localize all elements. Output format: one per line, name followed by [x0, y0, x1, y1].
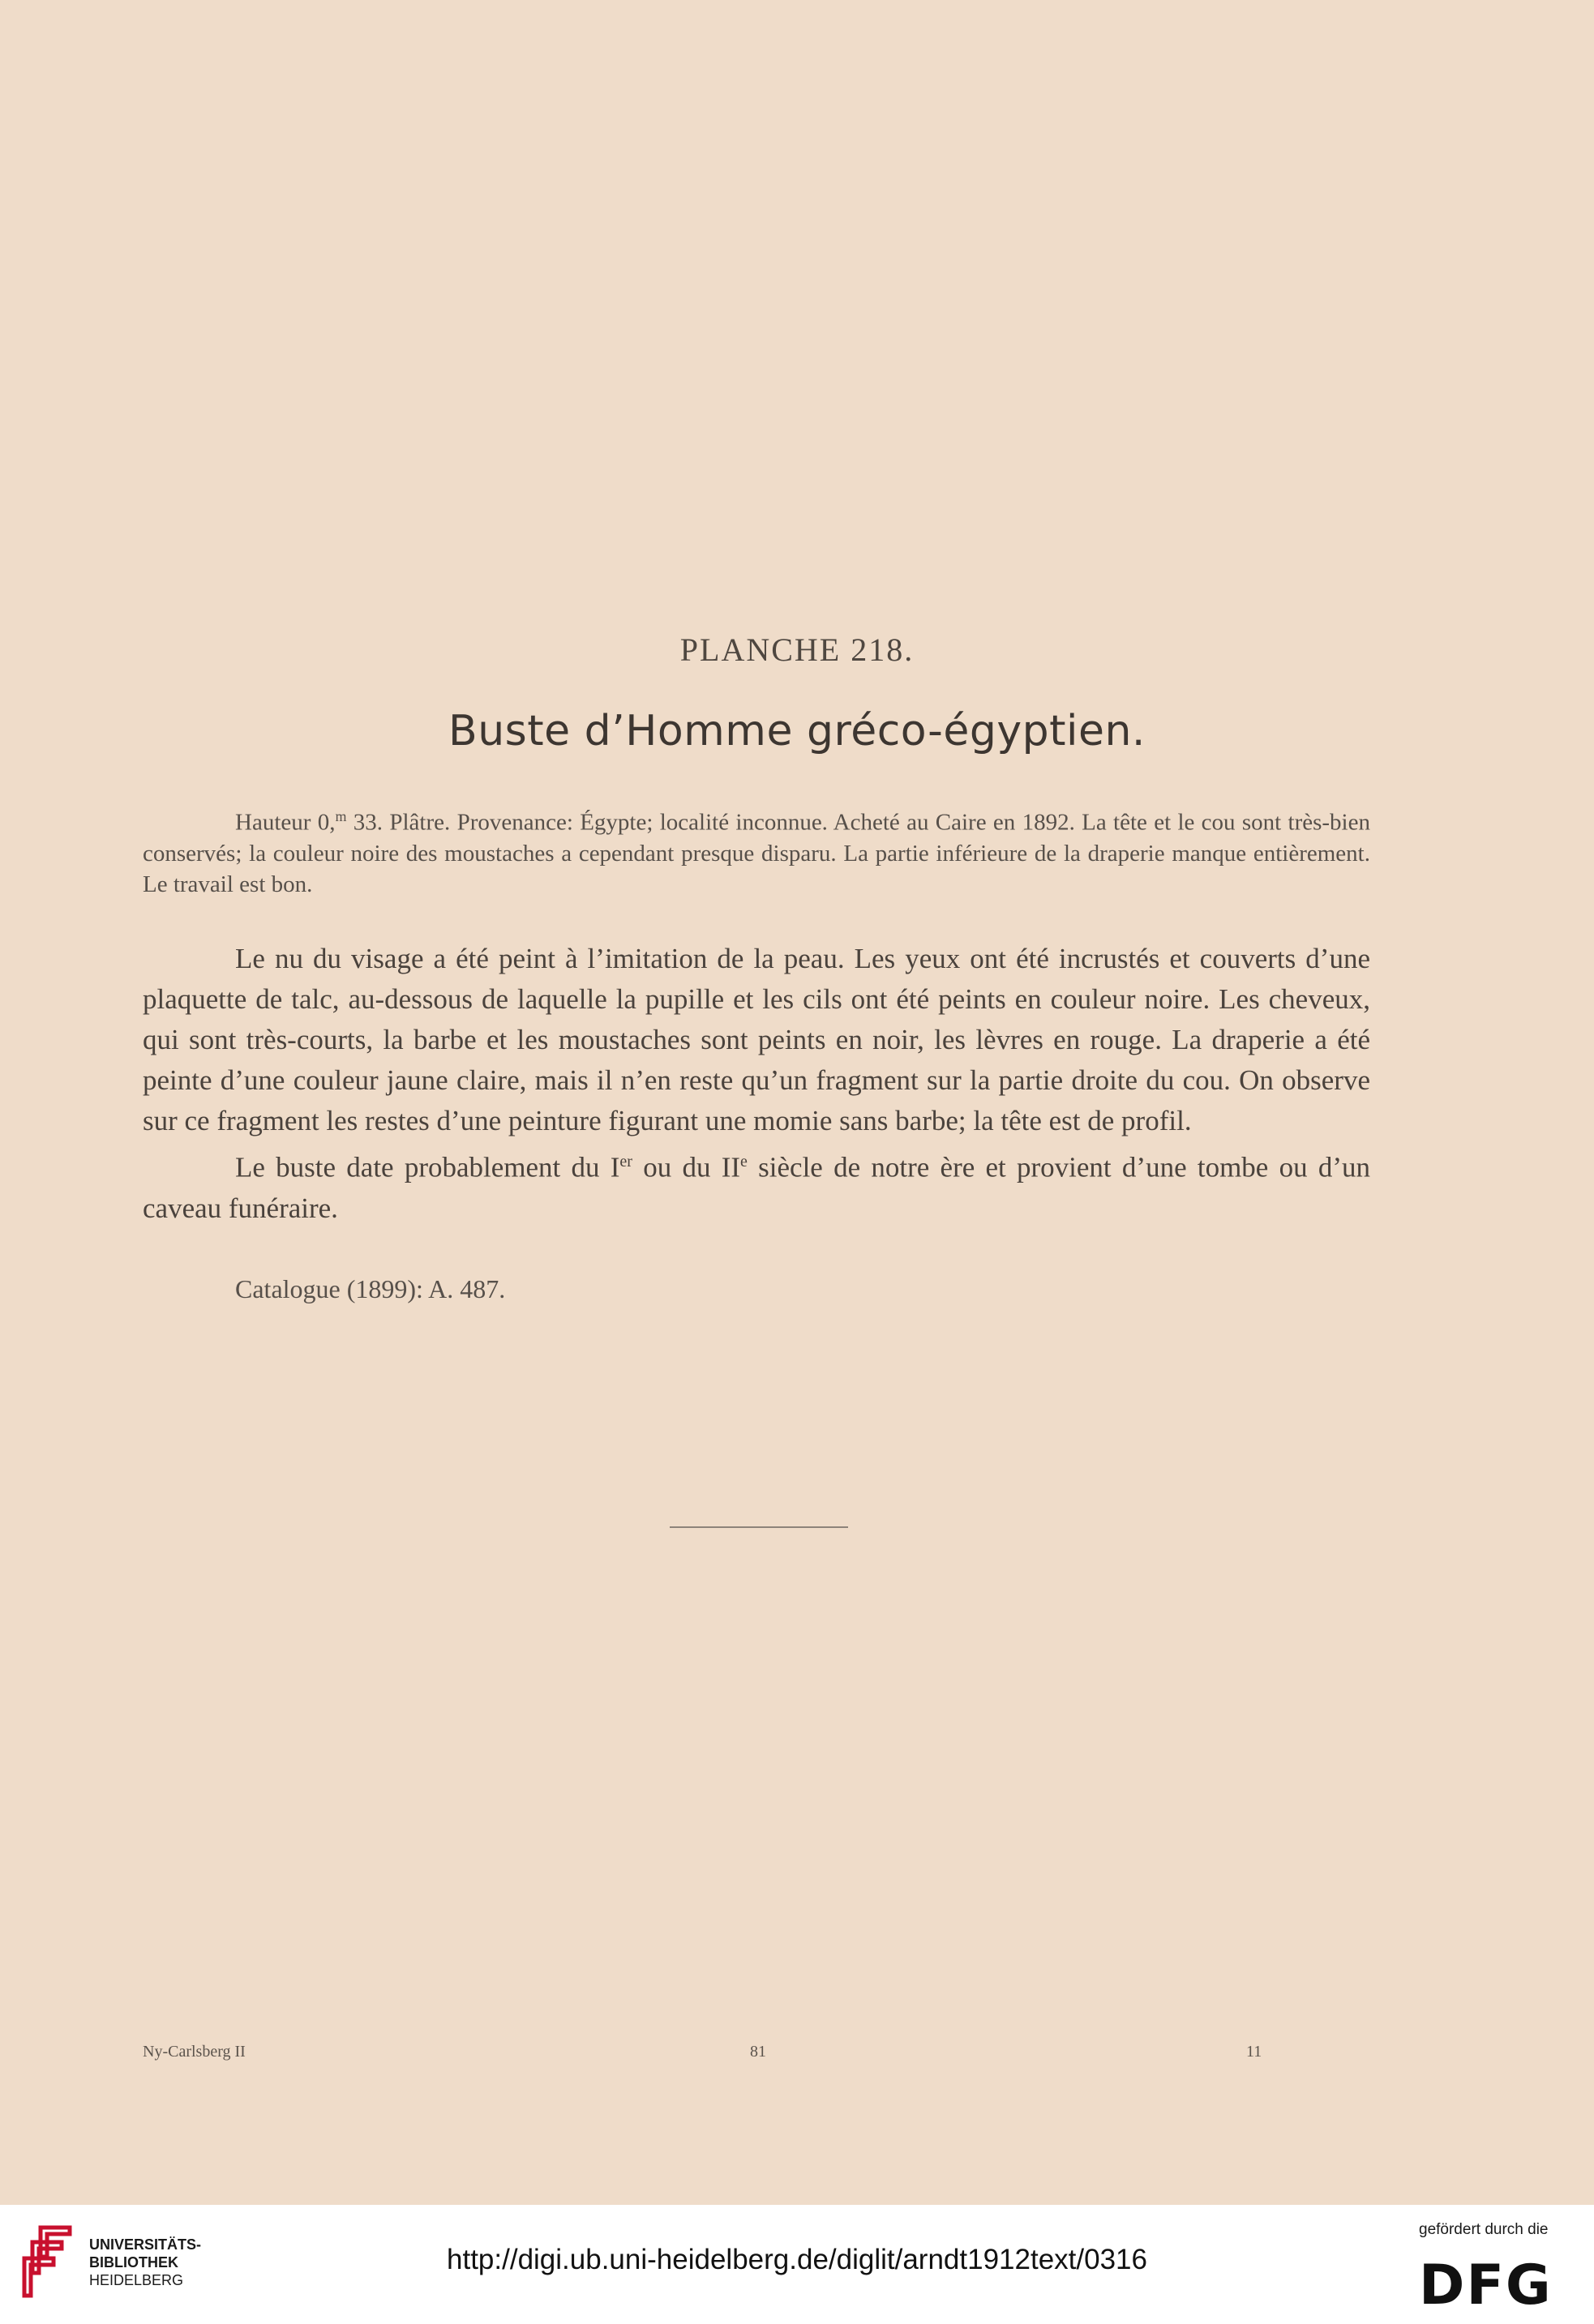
paragraph-2-part-a: Le buste date probablement du I: [235, 1151, 620, 1183]
footer-page-number: 81: [750, 2043, 766, 2061]
library-name-line-3: HEIDELBERG: [89, 2272, 184, 2288]
digitization-banner: [0, 2205, 1594, 2324]
height-unit: m: [335, 808, 347, 824]
footer-series: Ny-Carlsberg II: [143, 2043, 246, 2061]
permalink-url[interactable]: http://digi.ub.uni-heidelberg.de/diglit/arndt1912text/0316: [447, 2244, 1147, 2275]
catalogue-reference: Catalogue (1899): A. 487.: [235, 1274, 506, 1303]
description-height: Hauteur 0,: [235, 809, 336, 836]
commentary: [143, 939, 1370, 1229]
paragraph-2-part-b: ou du II: [632, 1151, 741, 1183]
plate-number: PLANCHE 218.: [679, 631, 915, 668]
footer-sheet-number: 11: [1246, 2043, 1262, 2061]
century-1-sup: er: [619, 1153, 632, 1171]
paragraph-2-part-c: siècle de notre ère et provient d’une tombe ou d’un caveau funéraire.: [143, 1151, 1370, 1224]
description-rest: 33. Plâtre. Provenance: Égypte; localité inconnue. Acheté au Caire en 1892. La tête et le cou sont très-bien conservés; la couleur noire des moustaches a cependant presque disparu. La partie inférieure de la draperie manque entièrement. Le travail est bon.: [143, 809, 1370, 897]
object-description: [143, 801, 1370, 900]
dfg-logo[interactable]: DFG: [1419, 2253, 1553, 2318]
section-divider: [670, 1526, 848, 1528]
century-2-sup: e: [740, 1153, 748, 1171]
description-paragraph: [143, 801, 1370, 900]
library-name-line-2: BIBLIOTHEK: [89, 2254, 178, 2271]
paragraph-2: [143, 1141, 1370, 1229]
library-name-line-1: UNIVERSITÄTS-: [89, 2236, 202, 2253]
paragraph-1: Le nu du visage a été peint à l’imitation de la peau. Les yeux ont été incrustés et couverts d’une plaquette de talc, au-dessous de laquelle la pupille et les cils ont été peints en couleur noire. Les cheveux, qui sont très-courts, la barbe et les moustaches sont peints en noir, les lèvres en rouge. La draperie a été peinte d’une couleur jaune claire, mais il n’en reste qu’un fragment sur la partie droite du cou. On observe sur ce fragment les restes d’une peinture figurant une momie sans barbe; la tête est de profil.: [143, 943, 1370, 1136]
page-title: Buste d’Homme gréco-égyptien.: [448, 707, 1146, 755]
sponsor-label: gefördert durch die: [1419, 2221, 1549, 2238]
